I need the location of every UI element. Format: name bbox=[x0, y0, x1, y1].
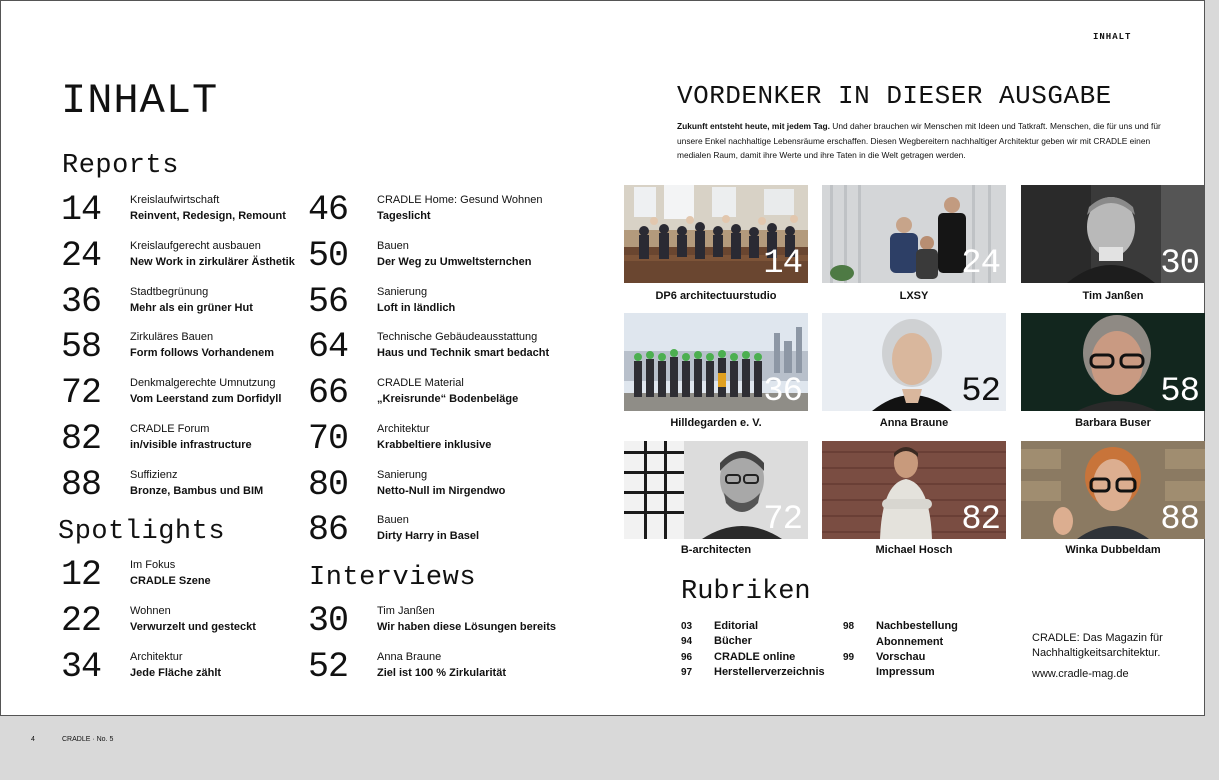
tile-page-number: 30 bbox=[1160, 245, 1199, 283]
rubriken-heading: Rubriken bbox=[681, 577, 811, 607]
entry-category: Architektur bbox=[377, 423, 430, 435]
rubrik-page: 99 bbox=[843, 652, 855, 663]
spotlights-heading: Spotlights bbox=[58, 517, 226, 547]
rubrik-page: 03 bbox=[681, 621, 693, 632]
page-number: 24 bbox=[61, 236, 102, 276]
entry-title: Form follows Vorhandenem bbox=[130, 347, 275, 359]
reports-heading: Reports bbox=[62, 151, 179, 181]
page-number: 30 bbox=[308, 601, 349, 641]
page-title: INHALT bbox=[61, 77, 219, 125]
entry-category: Bauen bbox=[377, 240, 409, 252]
entry-title: Tageslicht bbox=[377, 210, 431, 222]
rubrik-item[interactable] bbox=[681, 635, 752, 647]
interviews-heading: Interviews bbox=[309, 563, 477, 593]
entry-title: Wir haben diese Lösungen bereits bbox=[377, 621, 556, 633]
page-number: 58 bbox=[61, 327, 102, 367]
entry-category: Im Fokus bbox=[130, 559, 176, 571]
entry-title: Verwurzelt und gesteckt bbox=[130, 621, 256, 633]
rubrik-page: 94 bbox=[681, 636, 693, 647]
tile-page-number: 14 bbox=[763, 245, 802, 283]
portrait-tile[interactable] bbox=[1021, 313, 1205, 411]
tile-caption: Tim Janßen bbox=[1082, 290, 1144, 302]
entry-title: Ziel ist 100 % Zirkularität bbox=[377, 667, 506, 679]
rubrik-item[interactable] bbox=[681, 651, 795, 663]
page-number: 64 bbox=[308, 327, 349, 367]
tile-caption: Anna Braune bbox=[879, 417, 949, 429]
portrait-tile[interactable] bbox=[624, 185, 808, 283]
tile-page-number: 58 bbox=[1160, 373, 1199, 411]
entry-category: CRADLE Home: Gesund Wohnen bbox=[377, 194, 543, 206]
entry-title: Krabbeltiere inklusive bbox=[377, 439, 492, 451]
tile-caption: Michael Hosch bbox=[875, 544, 953, 556]
entry-title: Mehr als ein grüner Hut bbox=[130, 302, 253, 314]
portrait-tile[interactable] bbox=[822, 185, 1006, 283]
rubrik-item[interactable] bbox=[843, 651, 925, 663]
vordenker-intro bbox=[677, 119, 1167, 163]
tile-caption: Winka Dubbeldam bbox=[1065, 544, 1161, 556]
entry-category: Bauen bbox=[377, 514, 409, 526]
entry-title: Bronze, Bambus und BIM bbox=[130, 485, 264, 497]
page-number: 80 bbox=[308, 465, 349, 505]
entry-title: Der Weg zu Umweltsternchen bbox=[377, 256, 532, 268]
rubrik-item[interactable] bbox=[843, 620, 958, 632]
rubrik-label: CRADLE online bbox=[714, 651, 796, 663]
info-line: CRADLE: Das Magazin für bbox=[1032, 632, 1163, 644]
page-number: 66 bbox=[308, 373, 349, 413]
entry-category: Sanierung bbox=[377, 286, 428, 298]
magazine-info bbox=[1032, 631, 1163, 682]
portrait-tile[interactable] bbox=[822, 313, 1006, 411]
page-number: 72 bbox=[61, 373, 102, 413]
entry-title: in/visible infrastructure bbox=[130, 439, 252, 451]
entry-category: Architektur bbox=[130, 651, 183, 663]
entry-category: CRADLE Material bbox=[377, 377, 464, 389]
tile-caption: Hilldegarden e. V. bbox=[670, 417, 762, 429]
entry-category: Zirkuläres Bauen bbox=[130, 331, 214, 343]
footer-issue: CRADLE · No. 5 bbox=[62, 736, 114, 743]
rubrik-item[interactable] bbox=[681, 620, 758, 632]
entry-title: Netto-Null im Nirgendwo bbox=[377, 485, 506, 497]
rubrik-label: Nachbestellung bbox=[876, 620, 958, 632]
entry-category: Suffizienz bbox=[130, 469, 178, 481]
entry-category: Wohnen bbox=[130, 605, 171, 617]
rubrik-label: Herstellerverzeichnis bbox=[714, 666, 825, 678]
entry-title: Vom Leerstand zum Dorfidyll bbox=[130, 393, 282, 405]
intro-lead: Zukunft entsteht heute, mit jedem Tag. bbox=[677, 121, 830, 131]
entry-category: Denkmalgerechte Umnutzung bbox=[130, 377, 276, 389]
page-number: 56 bbox=[308, 282, 349, 322]
page-number: 46 bbox=[308, 190, 349, 230]
rubrik-label: Bücher bbox=[714, 635, 752, 647]
entry-title: Reinvent, Redesign, Remount bbox=[130, 210, 286, 222]
tile-caption: B-architecten bbox=[680, 544, 752, 556]
rubrik-page: 96 bbox=[681, 652, 693, 663]
entry-title: Dirty Harry in Basel bbox=[377, 530, 480, 542]
rubrik-label: Editorial bbox=[714, 620, 759, 632]
rubrik-item[interactable] bbox=[843, 666, 935, 678]
portrait-tile[interactable] bbox=[822, 441, 1006, 539]
entry-category: Kreislaufgerecht ausbauen bbox=[130, 240, 261, 252]
tile-page-number: 36 bbox=[763, 373, 802, 411]
portrait-tile[interactable] bbox=[624, 441, 808, 539]
page-number: 14 bbox=[61, 190, 102, 230]
page-number: 70 bbox=[308, 419, 349, 459]
entry-title: New Work in zirkulärer Ästhetik bbox=[130, 256, 295, 268]
page-number: 22 bbox=[61, 601, 102, 641]
portrait-tile[interactable] bbox=[624, 313, 808, 411]
rubrik-item[interactable] bbox=[843, 636, 943, 648]
running-head: INHALT bbox=[1093, 32, 1132, 42]
entry-category: Kreislaufwirtschaft bbox=[130, 194, 220, 206]
entry-category: Tim Janßen bbox=[377, 605, 435, 617]
entry-title: CRADLE Szene bbox=[130, 575, 211, 587]
entry-category: Sanierung bbox=[377, 469, 428, 481]
tile-page-number: 24 bbox=[961, 245, 1000, 283]
tile-caption: DP6 architectuurstudio bbox=[655, 290, 777, 302]
entry-category: Technische Gebäudeausstattung bbox=[377, 331, 538, 343]
entry-category: Anna Braune bbox=[377, 651, 442, 663]
entry-category: CRADLE Forum bbox=[130, 423, 210, 435]
vordenker-heading: VORDENKER IN DIESER AUSGABE bbox=[677, 81, 1112, 111]
entry-title: Loft in ländlich bbox=[377, 302, 456, 314]
tile-page-number: 72 bbox=[763, 501, 802, 539]
footer-page-number: 4 bbox=[31, 736, 35, 743]
info-line: Nachhaltigkeitsarchitektur. bbox=[1032, 647, 1161, 659]
rubrik-item[interactable] bbox=[681, 666, 825, 678]
portrait-tile[interactable] bbox=[1021, 185, 1205, 283]
page-number: 82 bbox=[61, 419, 102, 459]
page-number: 34 bbox=[61, 647, 102, 687]
page-number: 12 bbox=[61, 555, 102, 595]
entry-title: „Kreisrunde“ Bodenbeläge bbox=[377, 393, 519, 405]
entry-title: Haus und Technik smart bedacht bbox=[377, 347, 550, 359]
tile-page-number: 82 bbox=[961, 501, 1000, 539]
website-link[interactable]: www.cradle-mag.de bbox=[1032, 668, 1129, 680]
entry-title: Jede Fläche zählt bbox=[130, 667, 222, 679]
rubrik-label: Abonnement bbox=[876, 636, 944, 648]
page-number: 52 bbox=[308, 647, 349, 687]
tile-caption: Barbara Buser bbox=[1075, 417, 1151, 429]
portrait-tile[interactable] bbox=[1021, 441, 1205, 539]
page-number: 36 bbox=[61, 282, 102, 322]
intro-text: Und daher brauchen wir Menschen mit Ideen und Tatkraft. Menschen, die für uns und für unsere Enkel nachhaltige Lebensräume erschaffen. Diesen Wegbereitern nachhaltiger Architektur geben wir mit CRADLE einen medialen Raum, damit ihre Werte und ihre Taten in die Welt getragen werden. bbox=[677, 121, 1161, 160]
rubrik-label: Vorschau bbox=[876, 651, 926, 663]
entry-category: Stadtbegrünung bbox=[130, 286, 209, 298]
rubrik-page: 97 bbox=[681, 667, 693, 678]
tile-page-number: 88 bbox=[1160, 501, 1199, 539]
tile-caption: LXSY bbox=[899, 290, 929, 302]
page-number: 86 bbox=[308, 510, 349, 550]
page-number: 50 bbox=[308, 236, 349, 276]
rubrik-page: 98 bbox=[843, 621, 855, 632]
page-number: 88 bbox=[61, 465, 102, 505]
tile-page-number: 52 bbox=[961, 373, 1000, 411]
rubrik-label: Impressum bbox=[876, 666, 935, 678]
